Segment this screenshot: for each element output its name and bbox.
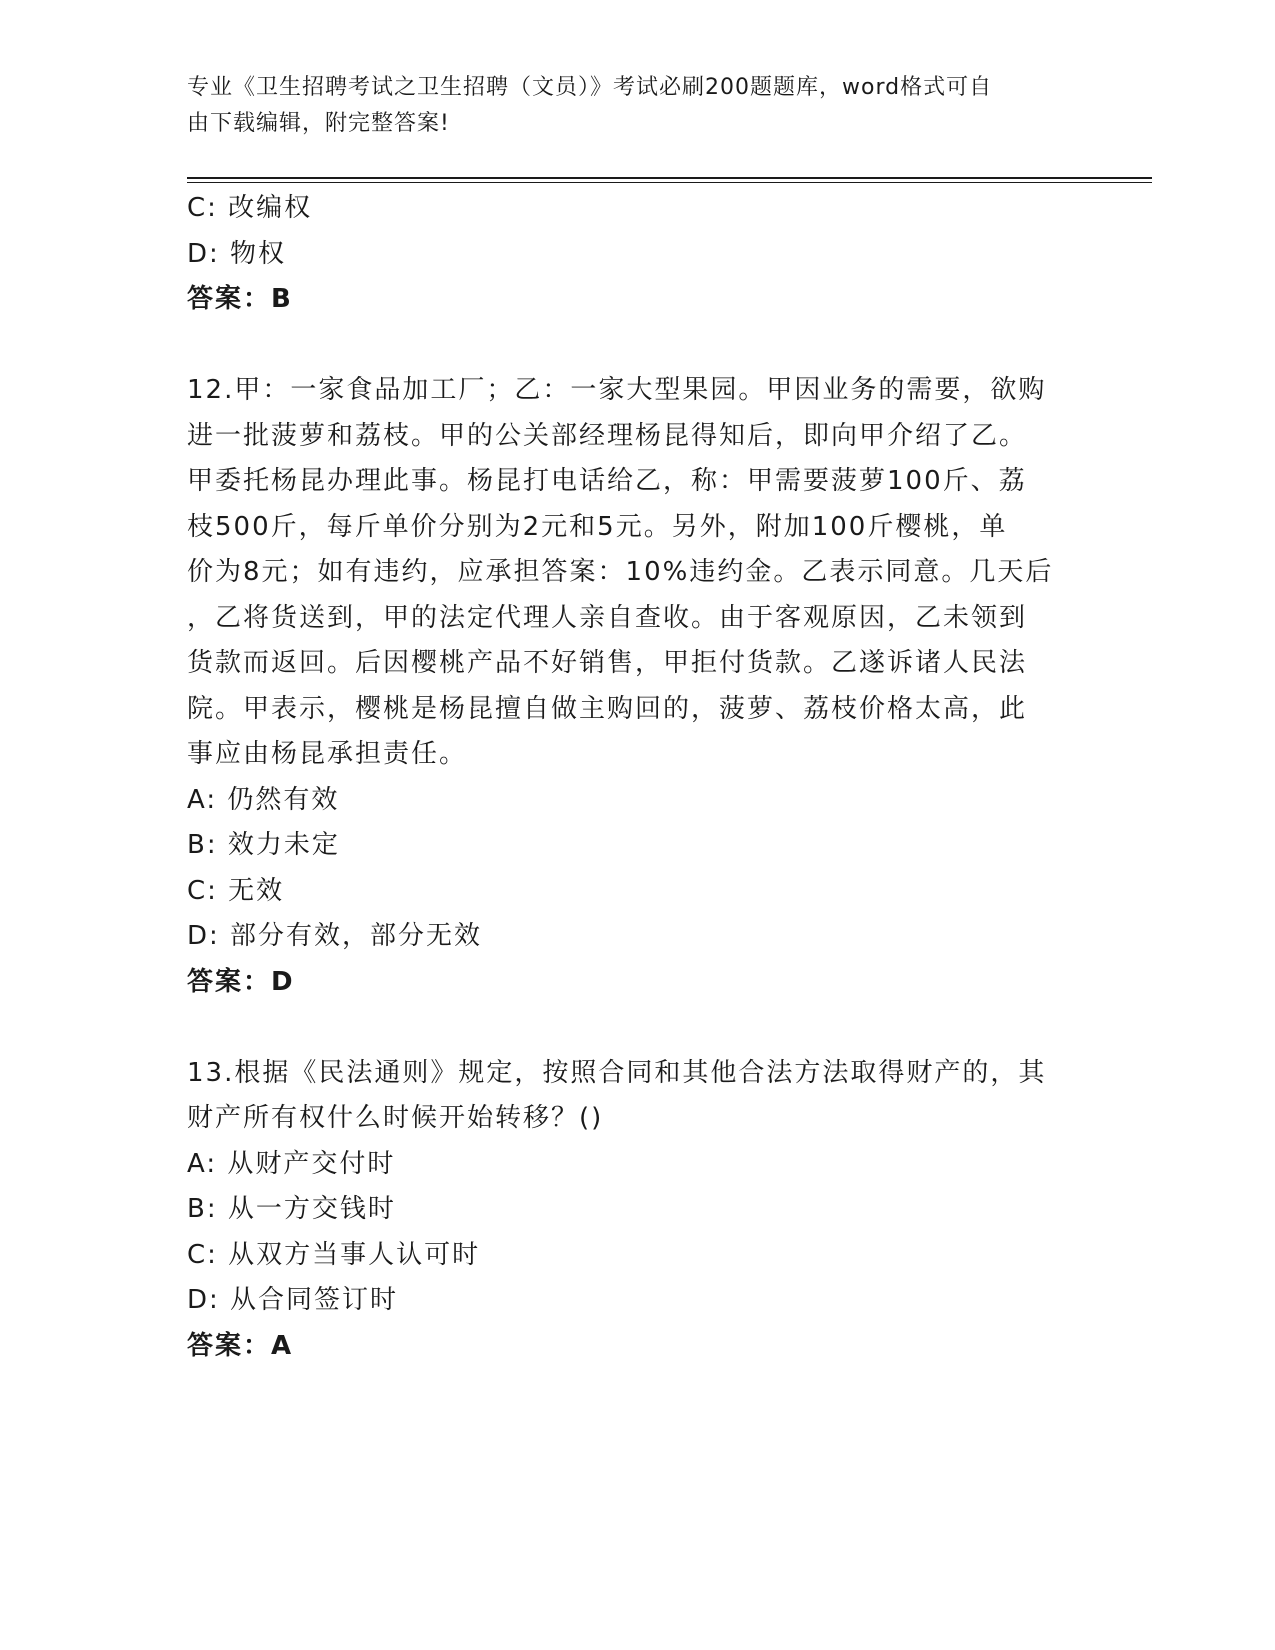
question-text-line: 12.甲：一家食品加工厂；乙：一家大型果园。甲因业务的需要，欲购 — [187, 375, 1047, 405]
header-divider-thick — [187, 177, 1152, 179]
question-text-line: 进一批菠萝和荔枝。甲的公关部经理杨昆得知后，即向甲介绍了乙。 — [187, 420, 1028, 451]
question-text-line: 财产所有权什么时候开始转移？() — [187, 1103, 604, 1133]
answer-line: 答案：D — [187, 966, 295, 997]
option-c: C: 从双方当事人认可时 — [187, 1239, 481, 1270]
question-text-line: ，乙将货送到，甲的法定代理人亲自查收。由于客观原因，乙未领到 — [187, 602, 1028, 633]
answer-line: 答案：A — [187, 1330, 294, 1361]
question-text-line: 13.根据《民法通则》规定，按照合同和其他合法方法取得财产的，其 — [187, 1057, 1047, 1088]
option-a: A: 从财产交付时 — [187, 1148, 396, 1179]
document-header — [187, 70, 1087, 142]
question-text-line: 枝500斤，每斤单价分别为2元和5元。另外，附加100斤樱桃，单 — [187, 511, 1008, 542]
spacer — [187, 1005, 1087, 1051]
question-13 — [187, 1051, 1087, 1370]
option-b: B: 效力未定 — [187, 830, 340, 860]
answer-line: 答案：B — [187, 284, 293, 314]
option-a: A: 仍然有效 — [187, 784, 340, 815]
question-text-line: 事应由杨昆承担责任。 — [187, 739, 468, 769]
question-text-line: 货款而返回。后因樱桃产品不好销售，甲拒付货款。乙遂诉诸人民法 — [187, 648, 1028, 678]
option-c: C: 无效 — [187, 875, 285, 906]
question-12 — [187, 368, 1087, 1005]
question-text-line: 院。甲表示，樱桃是杨昆擅自做主购回的，菠萝、荔枝价格太高，此 — [187, 693, 1028, 724]
prev-question-block — [187, 186, 1087, 323]
option-d: D: 从合同签订时 — [187, 1285, 399, 1315]
option-c: C: 改编权 — [187, 193, 313, 223]
option-d: D: 物权 — [187, 238, 287, 269]
document-body — [187, 186, 1087, 1369]
option-d: D: 部分有效，部分无效 — [187, 921, 483, 951]
question-text-line: 价为8元；如有违约，应承担答案：10%违约金。乙表示同意。几天后 — [187, 557, 1054, 587]
question-text-line: 甲委托杨昆办理此事。杨昆打电话给乙，称：甲需要菠萝100斤、荔 — [187, 466, 1027, 496]
spacer — [187, 323, 1087, 369]
option-b: B: 从一方交钱时 — [187, 1194, 396, 1224]
header-line-2: 由下载编辑，附完整答案! — [187, 111, 450, 136]
header-line-1: 专业《卫生招聘考试之卫生招聘（文员）》考试必刷200题题库，word格式可自 — [187, 75, 993, 100]
header-divider-thin — [187, 182, 1152, 183]
